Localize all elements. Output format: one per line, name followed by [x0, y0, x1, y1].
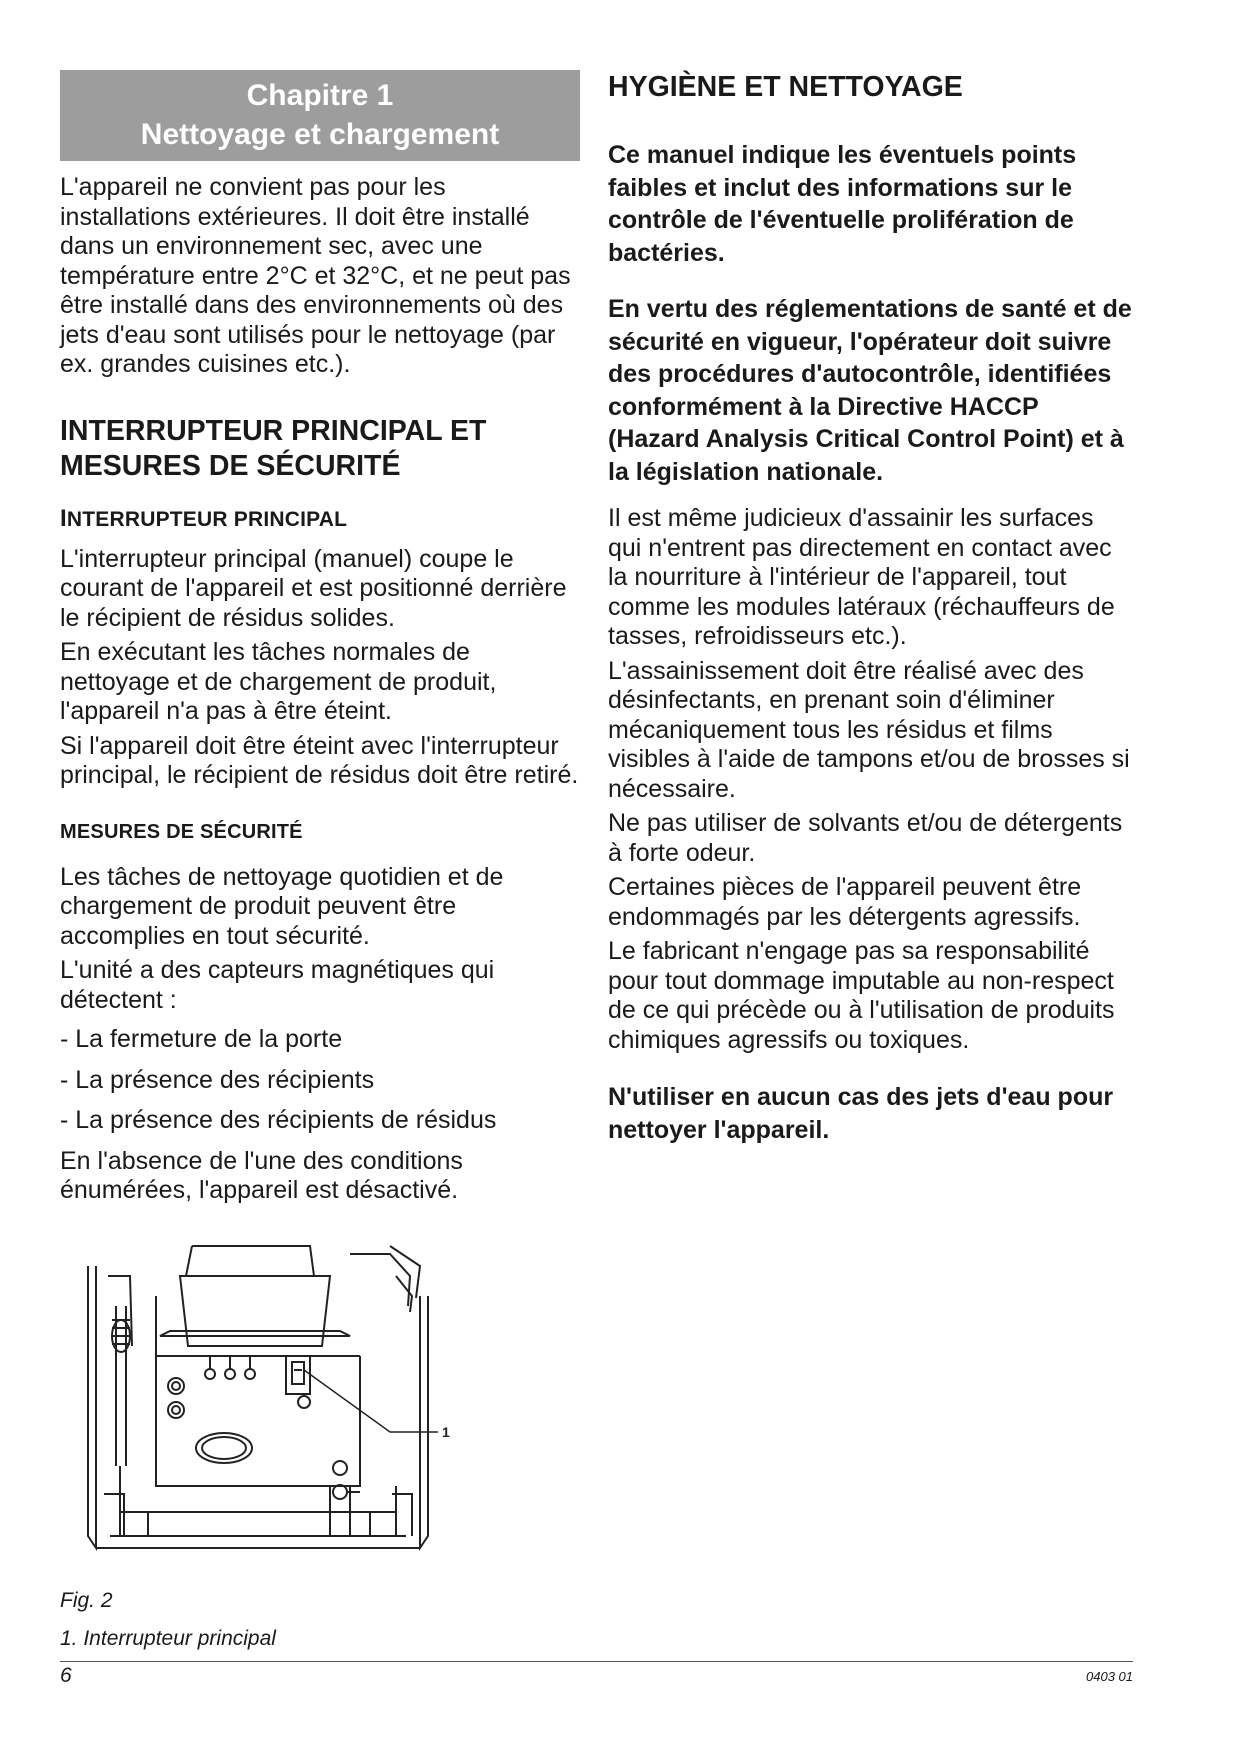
safety-paragraph-2: L'unité a des capteurs magnétiques qui détectent :: [60, 956, 495, 1014]
document-code: 0403 01: [1086, 1669, 1133, 1684]
hygiene-paragraph-4: Certaines pièces de l'appareil peuvent être endommagés par les détergents agressifs.: [608, 873, 1082, 931]
chapter-header: [60, 70, 580, 161]
safety-paragraph-1: Les tâches de nettoyage quotidien et de chargement de produit peuvent être accomplies en tout sécurité.: [60, 862, 504, 950]
hygiene-paragraph-3: Ne pas utiliser de solvants et/ou de détergents à forte odeur.: [608, 809, 1123, 867]
figure-legend: 1. Interrupteur principal: [60, 1626, 276, 1650]
intro-paragraph: L'appareil ne convient pas pour les installations extérieures. Il doit être installé dans un environnement sec, avec une température entre 2°C et 32°C, et ne peut pas être installé dans des environnements où des jets d'eau sont utilisés pour le nettoyage (par ex. grandes cuisines etc.).: [60, 173, 571, 378]
list-item: - La fermeture de la porte: [60, 1025, 580, 1055]
hygiene-paragraph-1: Il est même judicieux d'assainir les surfaces qui n'entrent pas directement en contact avec la nourriture à l'intérieur de l'appareil, tout comme les modules latéraux (réchauffeurs de tasses, refroidisseurs etc.).: [608, 504, 1115, 650]
hygiene-bold-paragraph-1: Ce manuel indique les éventuels points faibles et inclut des informations sur le contrôle de l'éventuelle prolifération de bactéries.: [608, 141, 1077, 267]
hygiene-body: [608, 504, 1133, 1055]
right-column: [608, 70, 1133, 1146]
list-item: - La présence des récipients: [60, 1066, 580, 1096]
subheading-cap: I: [60, 504, 67, 532]
page-number: 6: [60, 1664, 72, 1687]
sensor-list: [60, 1025, 580, 1136]
figure-caption: Fig. 2: [60, 1588, 113, 1612]
closing-paragraph: En l'absence de l'une des conditions énumérées, l'appareil est désactivé.: [60, 1146, 463, 1204]
hygiene-warning: N'utiliser en aucun cas des jets d'eau pour nettoyer l'appareil.: [608, 1083, 1114, 1144]
section-title-main-switch: INTERRUPTEUR PRINCIPAL ET MESURES DE SÉCURITÉ: [60, 414, 487, 482]
figure-machine-illustration: [60, 1236, 480, 1574]
left-column: [60, 70, 580, 1652]
subheading-main-switch: [60, 506, 580, 533]
main-switch-paragraph-2: En exécutant les tâches normales de nettoyage et de chargement de produit, l'appareil n'a pas à être éteint.: [60, 638, 497, 725]
machine-line-drawing: [60, 1236, 480, 1574]
subheading-safety: MESURES DE SÉCURITÉ: [60, 820, 303, 843]
main-switch-paragraph-3: Si l'appareil doit être éteint avec l'interrupteur principal, le récipient de résidus doit être retiré.: [60, 731, 579, 789]
figure-callout-label: 1: [442, 1423, 450, 1440]
chapter-number: Chapitre 1: [246, 79, 394, 112]
hygiene-paragraph-5: Le fabricant n'engage pas sa responsabilité pour tout dommage imputable au non-respect de ce qui précède ou à l'utilisation de produits chimiques agressifs ou toxiques.: [608, 937, 1115, 1054]
section-title-hygiene: HYGIÈNE ET NETTOYAGE: [608, 71, 963, 103]
footer-rule: [60, 1661, 1133, 1662]
list-item: - La présence des récipients de résidus: [60, 1106, 580, 1136]
hygiene-bold-paragraph-2: En vertu des réglementations de santé et de sécurité en vigueur, l'opérateur doit suivre des procédures d'autocontrôle, identifiées conformément à la Directive HACCP (Hazard Analysis Critical Control Point) et à la législation nationale.: [608, 295, 1132, 486]
hygiene-paragraph-2: L'assainissement doit être réalisé avec des désinfectants, en prenant soin d'éliminer mécaniquement tous les résidus et films visibles à l'aide de tampons et/ou de brosses si nécessaire.: [608, 656, 1130, 803]
subheading-rest: NTERRUPTEUR PRINCIPAL: [66, 507, 348, 531]
main-switch-paragraph-1: L'interrupteur principal (manuel) coupe le courant de l'appareil et est positionné derrière le récipient de résidus solides.: [60, 544, 567, 632]
chapter-title: Nettoyage et chargement: [140, 118, 500, 151]
